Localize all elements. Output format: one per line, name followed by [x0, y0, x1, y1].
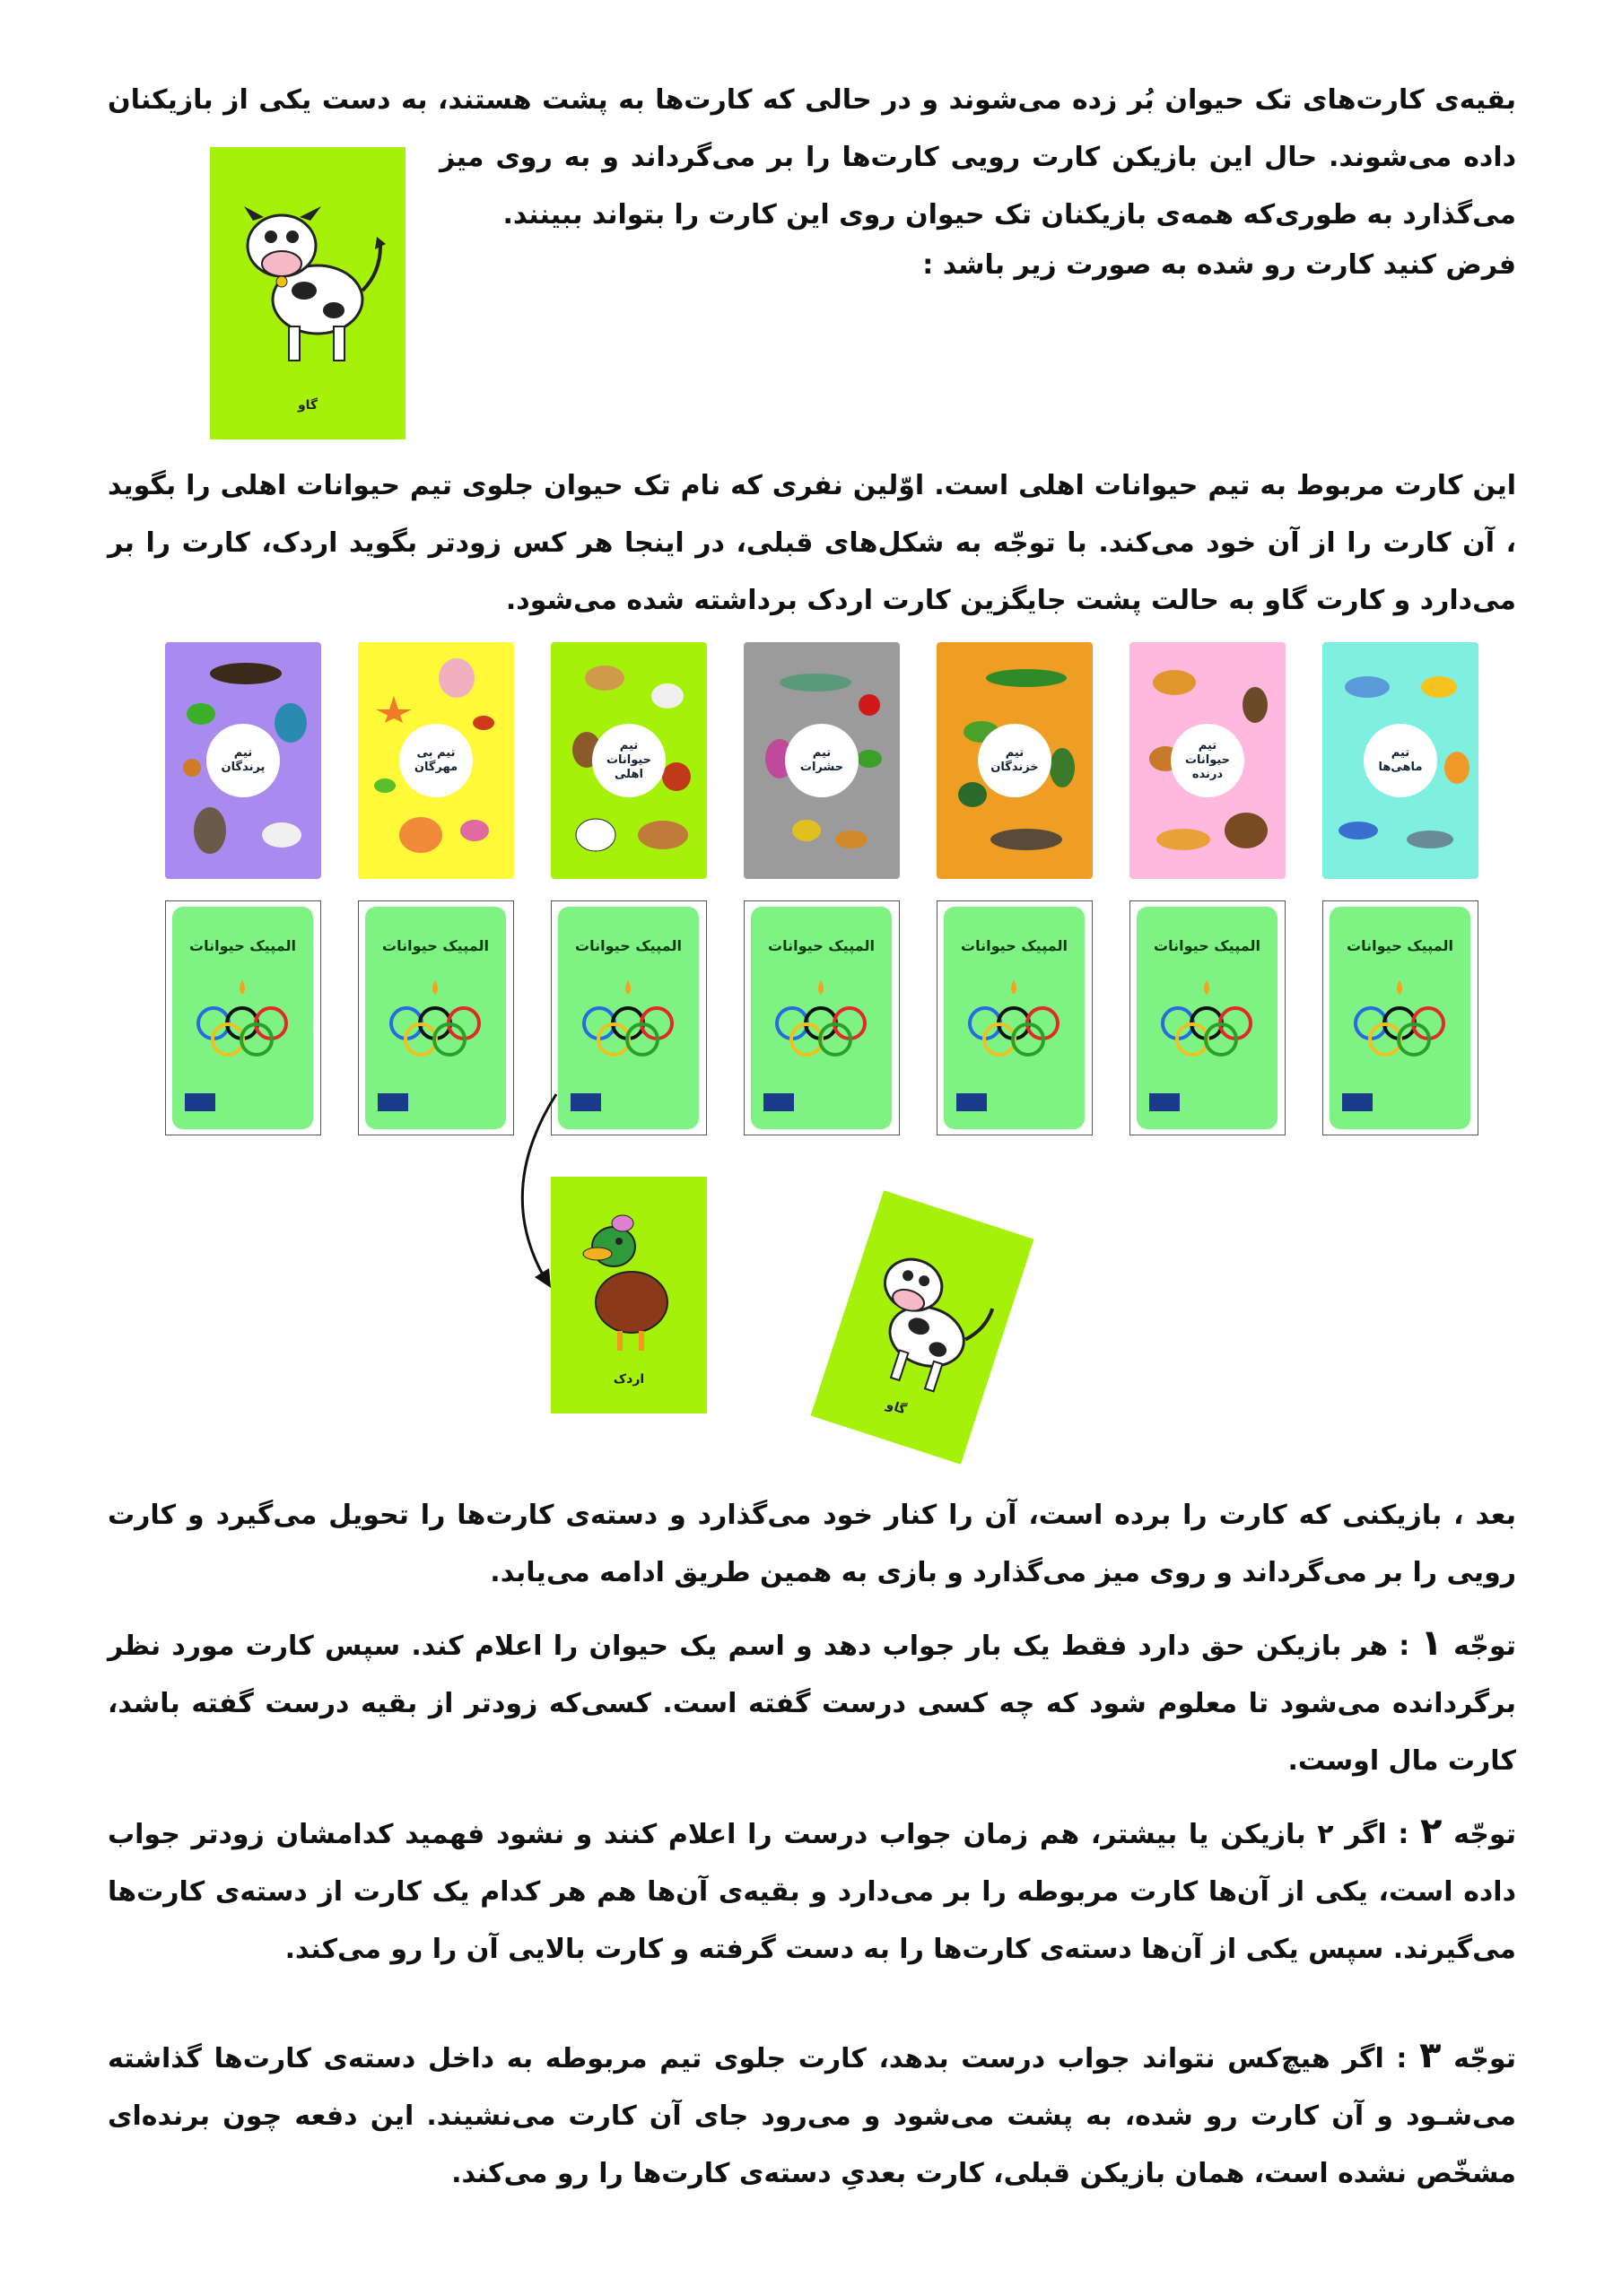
olympic-rings-icon	[1137, 907, 1278, 1129]
team-badge-fish: تیم ماهی‌ها	[1364, 724, 1437, 797]
team-card-predators	[1129, 642, 1286, 879]
team-card-fish	[1322, 642, 1478, 879]
back-card-title: المپیک حیوانات	[1154, 937, 1260, 954]
flipped-cow-card-label: گاو	[884, 1397, 908, 1418]
note-3-number: ۳	[1419, 2035, 1442, 2076]
team-card-invertebrates	[358, 642, 514, 879]
team-badge-invertebrates: تیم بی مهرگان	[399, 724, 473, 797]
note-1-text: : هر بازیکن حق دارد فقط یک بار جواب دهد و اسم یک حیوان را اعلام کند. سپس کارت مورد نظر برگردانده می‌شود تا معلوم شود که چه کسی درست گفته است. کسی‌که زودتر از بقیه درست گفته باشد، کارت مال اوست.	[108, 1631, 1516, 1777]
note-3-label: توجّه	[1453, 2043, 1516, 2074]
olympic-rings-icon	[751, 907, 892, 1129]
note-2	[108, 1803, 1516, 1979]
paragraph-after-win: بعد ، بازیکنی که کارت را برده است، آن را کنار خود می‌گذارد و دسته‌ی کارت‌ها را تحویل می‌گیرد و کارت رویی را بر می‌گرداند و روی میز می‌گذارد و بازی به همین طریق ادامه می‌یابد.	[108, 1500, 1516, 1588]
note-2-number: ۲	[1420, 1811, 1443, 1852]
team-badge-domestic: تیم حیوانات اهلی	[592, 724, 666, 797]
back-card-7	[165, 900, 321, 1135]
note-1-label: توجّه	[1453, 1631, 1516, 1662]
back-card-3	[937, 900, 1093, 1135]
back-card-title: المپیک حیوانات	[189, 937, 296, 954]
team-card-domestic	[551, 642, 707, 879]
back-card-title: المپیک حیوانات	[961, 937, 1068, 954]
note-3	[108, 2027, 1516, 2203]
team-card-insects	[744, 642, 900, 879]
note-2-label: توجّه	[1453, 1819, 1516, 1850]
back-card-title: المپیک حیوانات	[1347, 937, 1453, 954]
back-card-title: المپیک حیوانات	[575, 937, 682, 954]
olympic-rings-icon	[1330, 907, 1470, 1129]
note-2-text: : اگر ۲ بازیکن یا بیشتر، هم زمان جواب درست را اعلام کنند و نشود فهمید کدامشان زودتر جواب داده است، یکی از آن‌ها کارت مربوطه را بر می‌دارد و بقیه‌ی آن‌ها هم هر کدام یک کارت از دسته‌ی کارت‌ها می‌گیرند. سپس یکی از آن‌ها دسته‌ی کارت‌ها را به دست گرفته و کارت بالایی آن را رو می‌کند.	[108, 1819, 1516, 1965]
cow-card-label: گاو	[297, 398, 318, 413]
note-3-text: : اگر هیچ‌کس نتواند جواب درست بدهد، کارت جلوی تیم مربوطه به داخل دسته‌ی کارت‌ها گذاشته می‌شـود و آن کارت رو شده، به پشت می‌شود و می‌رود جای آن کارت می‌نشیند. این دفعه چون برنده‌ای مشخّص نشده است، همان بازیکن قبلی، کارت بعدیِ دسته‌ی کارت‌ها را رو می‌کند.	[108, 2043, 1516, 2189]
olympic-rings-icon	[172, 907, 313, 1129]
olympic-rings-icon	[944, 907, 1085, 1129]
intro-line-2: داده می‌شوند. حال این بازیکن کارت رویی کارت‌ها را بر می‌گرداند و به روی میز	[440, 142, 1516, 173]
cow-illustration	[210, 147, 406, 439]
note-1	[108, 1614, 1516, 1790]
cow-card	[210, 147, 406, 439]
back-card-title: المپیک حیوانات	[382, 937, 489, 954]
team-badge-insects: تیم حشرات	[785, 724, 859, 797]
intro-line-3: می‌گذارد به طوری‌که همه‌ی بازیکنان تک حیوان روی این کارت را بتواند ببینند.	[502, 199, 1516, 230]
duck-card	[551, 1177, 707, 1413]
intro-line-1: بقیه‌ی کارت‌های تک حیوان بُر زده می‌شوند و در حالی که کارت‌ها به پشت هستند، به دست یکی از بازیکنان	[108, 84, 1516, 116]
flipped-cow-card	[811, 1190, 1034, 1464]
team-badge-reptiles: تیم خزندگان	[978, 724, 1051, 797]
back-card-1	[1322, 900, 1478, 1135]
team-badge-predators: تیم حیوانات درنده	[1171, 724, 1244, 797]
back-card-2	[1129, 900, 1286, 1135]
back-card-4	[744, 900, 900, 1135]
paragraph-domestic-team: این کارت مربوط به تیم حیوانات اهلی است. اوّلین نفری که نام تک حیوان جلوی تیم حیوانات اهلی را بگوید ، آن کارت را از آن خود می‌کند. با توجّه به شکل‌های قبلی، در اینجا هر کس زودتر بگوید اردک، کارت را بر می‌دارد و کارت گاو به حالت پشت جایگزین کارت اردک برداشته شده می‌شود.	[108, 470, 1516, 616]
team-card-reptiles	[937, 642, 1093, 879]
intro-line-4: فرض کنید کارت رو شده به صورت زیر باشد :	[922, 249, 1516, 281]
team-card-birds	[165, 642, 321, 879]
duck-card-label: اردک	[613, 1372, 645, 1387]
back-card-title: المپیک حیوانات	[768, 937, 875, 954]
team-badge-birds: تیم پرندگان	[206, 724, 280, 797]
note-1-number: ۱	[1420, 1622, 1443, 1664]
